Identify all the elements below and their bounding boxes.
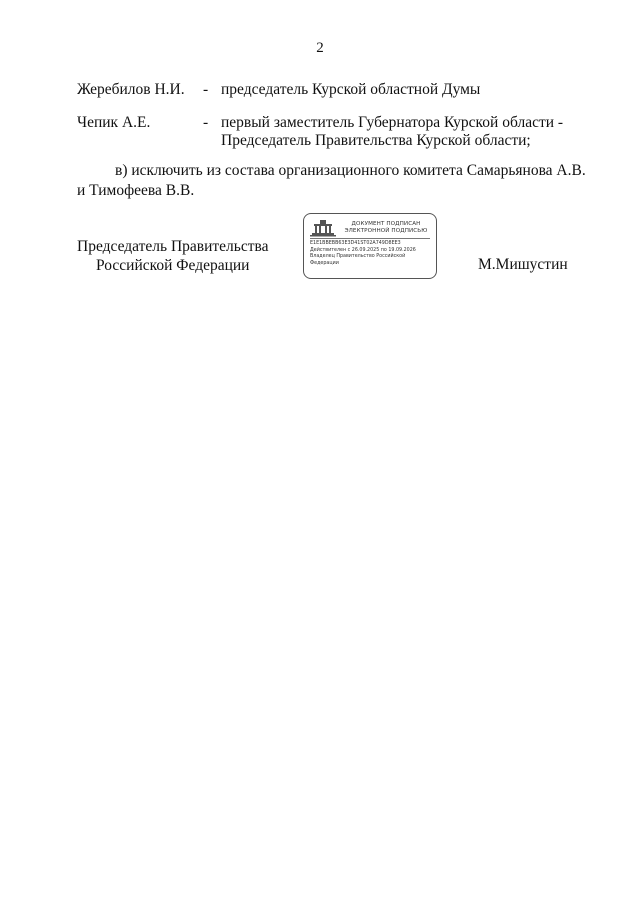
signer-title-line: Российской Федерации xyxy=(96,257,250,274)
member-name: Чепик А.Е. xyxy=(77,114,151,131)
government-building-icon xyxy=(310,219,336,237)
stamp-header xyxy=(340,221,432,235)
signer-name: М.Мишустин xyxy=(478,256,568,273)
stamp-validity: Действителен с 26.09.2025 по 19.09.2026 xyxy=(310,247,416,253)
stamp-header-line: ДОКУМЕНТ ПОДПИСАН xyxy=(351,221,421,227)
exclusion-paragraph xyxy=(77,161,586,201)
stamp-details xyxy=(310,241,434,267)
exclusion-line: в) исключить из состава организационного комитета Самарьянова А.В. xyxy=(115,162,586,179)
exclusion-line: и Тимофеева В.В. xyxy=(77,182,195,199)
stamp-certificate: E1E1BBEBB63E3D41ST02A749D8EE3 xyxy=(310,241,401,246)
stamp-owner-line: Федерации xyxy=(310,260,339,266)
member-position-line: первый заместитель Губернатора Курской области - xyxy=(221,114,564,131)
electronic-signature-stamp xyxy=(303,213,437,279)
member-dash: - xyxy=(203,114,209,131)
member-position-line: Председатель Правительства Курской области; xyxy=(221,132,531,149)
member-dash: - xyxy=(203,81,209,98)
member-name: Жеребилов Н.И. xyxy=(77,81,185,98)
stamp-divider xyxy=(310,238,430,239)
member-position-line: председатель Курской областной Думы xyxy=(221,81,481,98)
stamp-owner-line: Владелец Правительство Российской xyxy=(310,254,406,259)
page-number: 2 xyxy=(316,40,324,56)
member-position xyxy=(221,114,581,150)
signer-title xyxy=(77,237,269,275)
signer-title-line: Председатель Правительства xyxy=(77,238,269,255)
stamp-header-line: ЭЛЕКТРОННОЙ ПОДПИСЬЮ xyxy=(344,228,428,234)
member-position xyxy=(221,81,581,99)
